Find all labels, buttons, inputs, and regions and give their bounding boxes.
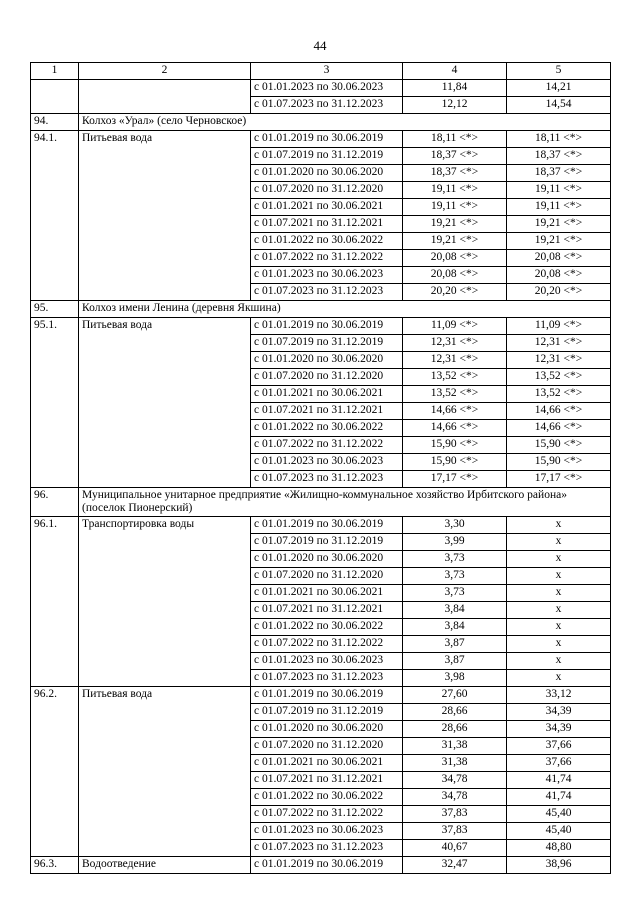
tariff-value: 37,83 bbox=[403, 823, 507, 840]
table-row bbox=[31, 131, 611, 148]
period-cell: с 01.01.2022 по 30.06.2022 bbox=[251, 619, 403, 636]
period-cell: с 01.07.2023 по 31.12.2023 bbox=[251, 471, 403, 488]
period-cell: с 01.07.2021 по 31.12.2021 bbox=[251, 772, 403, 789]
tariff-value: 19,11 <*> bbox=[403, 182, 507, 199]
tariff-value: 18,37 <*> bbox=[403, 165, 507, 182]
organization-row bbox=[31, 301, 611, 318]
tariff-value: 19,21 <*> bbox=[403, 216, 507, 233]
tariff-value-with-vat: 34,39 bbox=[507, 704, 611, 721]
table-row bbox=[31, 80, 611, 97]
page-number: 44 bbox=[313, 38, 327, 53]
tariff-value-with-vat: 34,39 bbox=[507, 721, 611, 738]
period-cell: с 01.07.2019 по 31.12.2019 bbox=[251, 534, 403, 551]
tariff-value-with-vat: 37,66 bbox=[507, 738, 611, 755]
tariff-value-with-vat: 14,66 <*> bbox=[507, 403, 611, 420]
tariff-value: 3,30 bbox=[403, 517, 507, 534]
tariff-value-with-vat: 11,09 <*> bbox=[507, 318, 611, 335]
tariff-value: 3,73 bbox=[403, 568, 507, 585]
period-cell: с 01.01.2019 по 30.06.2019 bbox=[251, 131, 403, 148]
period-cell: с 01.07.2020 по 31.12.2020 bbox=[251, 369, 403, 386]
tariff-value-with-vat: x bbox=[507, 551, 611, 568]
period-cell: с 01.07.2019 по 31.12.2019 bbox=[251, 335, 403, 352]
tariff-value-with-vat: 19,11 <*> bbox=[507, 182, 611, 199]
tariff-value-with-vat: x bbox=[507, 636, 611, 653]
period-cell: с 01.01.2021 по 30.06.2021 bbox=[251, 755, 403, 772]
tariff-value: 28,66 bbox=[403, 704, 507, 721]
tariff-value-with-vat: 14,21 bbox=[507, 80, 611, 97]
tariff-value-with-vat: 12,31 <*> bbox=[507, 352, 611, 369]
tariff-value: 37,83 bbox=[403, 806, 507, 823]
tariff-value-with-vat: 20,20 <*> bbox=[507, 284, 611, 301]
tariff-value-with-vat: 20,08 <*> bbox=[507, 267, 611, 284]
organization-name: Колхоз имени Ленина (деревня Якшина) bbox=[79, 301, 611, 318]
tariff-value-with-vat: 18,11 <*> bbox=[507, 131, 611, 148]
tariff-value: 3,84 bbox=[403, 602, 507, 619]
organization-number: 94. bbox=[31, 114, 79, 131]
tariff-value: 12,12 bbox=[403, 97, 507, 114]
period-cell: с 01.07.2022 по 31.12.2022 bbox=[251, 636, 403, 653]
tariff-value: 14,66 <*> bbox=[403, 420, 507, 437]
period-cell: с 01.01.2022 по 30.06.2022 bbox=[251, 789, 403, 806]
period-cell: с 01.01.2022 по 30.06.2022 bbox=[251, 233, 403, 250]
service-name: Питьевая вода bbox=[79, 687, 251, 857]
tariff-value-with-vat: 18,37 <*> bbox=[507, 148, 611, 165]
item-number: 96.3. bbox=[31, 857, 79, 874]
tariff-value: 11,09 <*> bbox=[403, 318, 507, 335]
tariff-value-with-vat: 41,74 bbox=[507, 772, 611, 789]
tariff-value: 3,84 bbox=[403, 619, 507, 636]
tariff-value: 3,99 bbox=[403, 534, 507, 551]
tariff-value: 32,47 bbox=[403, 857, 507, 874]
tariff-value-with-vat: x bbox=[507, 517, 611, 534]
tariff-value-with-vat: 19,21 <*> bbox=[507, 233, 611, 250]
table-row bbox=[31, 318, 611, 335]
period-cell: с 01.07.2021 по 31.12.2021 bbox=[251, 216, 403, 233]
tariff-value: 31,38 bbox=[403, 738, 507, 755]
period-cell: с 01.07.2020 по 31.12.2020 bbox=[251, 568, 403, 585]
tariff-value: 3,98 bbox=[403, 670, 507, 687]
period-cell: с 01.07.2020 по 31.12.2020 bbox=[251, 182, 403, 199]
period-cell: с 01.07.2023 по 31.12.2023 bbox=[251, 97, 403, 114]
tariff-value: 18,37 <*> bbox=[403, 148, 507, 165]
period-cell: с 01.01.2019 по 30.06.2019 bbox=[251, 687, 403, 704]
period-cell: с 01.07.2019 по 31.12.2019 bbox=[251, 148, 403, 165]
tariff-value: 20,08 <*> bbox=[403, 267, 507, 284]
column-header: 3 bbox=[251, 63, 403, 80]
tariff-value-with-vat: 45,40 bbox=[507, 823, 611, 840]
organization-name: Колхоз «Урал» (село Черновское) bbox=[79, 114, 611, 131]
tariff-value: 12,31 <*> bbox=[403, 352, 507, 369]
period-cell: с 01.01.2020 по 30.06.2020 bbox=[251, 721, 403, 738]
tariff-value: 28,66 bbox=[403, 721, 507, 738]
tariff-value: 15,90 <*> bbox=[403, 437, 507, 454]
tariff-table bbox=[30, 62, 611, 874]
tariff-value: 15,90 <*> bbox=[403, 454, 507, 471]
tariff-value: 3,73 bbox=[403, 551, 507, 568]
item-number: 96.1. bbox=[31, 517, 79, 687]
tariff-value-with-vat: 48,80 bbox=[507, 840, 611, 857]
period-cell: с 01.01.2023 по 30.06.2023 bbox=[251, 267, 403, 284]
tariff-value: 3,73 bbox=[403, 585, 507, 602]
tariff-value: 31,38 bbox=[403, 755, 507, 772]
tariff-value-with-vat: 45,40 bbox=[507, 806, 611, 823]
service-name: Транспортировка воды bbox=[79, 517, 251, 687]
tariff-value: 34,78 bbox=[403, 789, 507, 806]
tariff-value: 17,17 <*> bbox=[403, 471, 507, 488]
table-row bbox=[31, 687, 611, 704]
tariff-value-with-vat: 37,66 bbox=[507, 755, 611, 772]
tariff-value: 40,67 bbox=[403, 840, 507, 857]
period-cell: с 01.07.2023 по 31.12.2023 bbox=[251, 840, 403, 857]
tariff-value: 3,87 bbox=[403, 636, 507, 653]
item-number: 95.1. bbox=[31, 318, 79, 488]
tariff-value-with-vat: x bbox=[507, 670, 611, 687]
period-cell: с 01.01.2023 по 30.06.2023 bbox=[251, 454, 403, 471]
period-cell: с 01.01.2021 по 30.06.2021 bbox=[251, 386, 403, 403]
tariff-value: 27,60 bbox=[403, 687, 507, 704]
tariff-value-with-vat: x bbox=[507, 585, 611, 602]
tariff-value-with-vat: 33,12 bbox=[507, 687, 611, 704]
service-name: Водоотведение bbox=[79, 857, 251, 874]
empty-cell bbox=[79, 80, 251, 114]
tariff-value: 20,20 <*> bbox=[403, 284, 507, 301]
tariff-value-with-vat: x bbox=[507, 568, 611, 585]
tariff-value-with-vat: 41,74 bbox=[507, 789, 611, 806]
period-cell: с 01.07.2022 по 31.12.2022 bbox=[251, 250, 403, 267]
tariff-value-with-vat: 13,52 <*> bbox=[507, 369, 611, 386]
organization-number: 96. bbox=[31, 488, 79, 517]
column-header: 2 bbox=[79, 63, 251, 80]
tariff-value-with-vat: 15,90 <*> bbox=[507, 437, 611, 454]
tariff-value: 3,87 bbox=[403, 653, 507, 670]
tariff-value: 19,21 <*> bbox=[403, 233, 507, 250]
period-cell: с 01.01.2022 по 30.06.2022 bbox=[251, 420, 403, 437]
tariff-table-body bbox=[31, 80, 611, 874]
tariff-value-with-vat: 20,08 <*> bbox=[507, 250, 611, 267]
tariff-value-with-vat: 15,90 <*> bbox=[507, 454, 611, 471]
tariff-value-with-vat: 14,54 bbox=[507, 97, 611, 114]
tariff-value-with-vat: 13,52 <*> bbox=[507, 386, 611, 403]
period-cell: с 01.01.2019 по 30.06.2019 bbox=[251, 857, 403, 874]
period-cell: с 01.07.2023 по 31.12.2023 bbox=[251, 670, 403, 687]
period-cell: с 01.01.2023 по 30.06.2023 bbox=[251, 653, 403, 670]
period-cell: с 01.07.2022 по 31.12.2022 bbox=[251, 806, 403, 823]
period-cell: с 01.01.2023 по 30.06.2023 bbox=[251, 80, 403, 97]
tariff-value-with-vat: 12,31 <*> bbox=[507, 335, 611, 352]
column-header: 4 bbox=[403, 63, 507, 80]
tariff-value: 19,11 <*> bbox=[403, 199, 507, 216]
tariff-value: 20,08 <*> bbox=[403, 250, 507, 267]
period-cell: с 01.01.2019 по 30.06.2019 bbox=[251, 517, 403, 534]
tariff-value: 14,66 <*> bbox=[403, 403, 507, 420]
table-row bbox=[31, 517, 611, 534]
column-header: 1 bbox=[31, 63, 79, 80]
period-cell: с 01.01.2020 по 30.06.2020 bbox=[251, 551, 403, 568]
tariff-value-with-vat: x bbox=[507, 602, 611, 619]
service-name: Питьевая вода bbox=[79, 318, 251, 488]
period-cell: с 01.07.2021 по 31.12.2021 bbox=[251, 602, 403, 619]
period-cell: с 01.01.2023 по 30.06.2023 bbox=[251, 823, 403, 840]
tariff-value-with-vat: 19,21 <*> bbox=[507, 216, 611, 233]
period-cell: с 01.01.2019 по 30.06.2019 bbox=[251, 318, 403, 335]
table-row bbox=[31, 857, 611, 874]
tariff-value: 18,11 <*> bbox=[403, 131, 507, 148]
organization-name: Муниципальное унитарное предприятие «Жилищно-коммунальное хозяйство Ирбитского района» (поселок Пионерский) bbox=[79, 488, 611, 517]
period-cell: с 01.07.2022 по 31.12.2022 bbox=[251, 437, 403, 454]
tariff-value-with-vat: x bbox=[507, 619, 611, 636]
tariff-value: 13,52 <*> bbox=[403, 369, 507, 386]
tariff-value-with-vat: 18,37 <*> bbox=[507, 165, 611, 182]
tariff-value-with-vat: 19,11 <*> bbox=[507, 199, 611, 216]
period-cell: с 01.07.2020 по 31.12.2020 bbox=[251, 738, 403, 755]
tariff-value-with-vat: 14,66 <*> bbox=[507, 420, 611, 437]
tariff-value-with-vat: x bbox=[507, 534, 611, 551]
organization-row bbox=[31, 488, 611, 517]
tariff-value-with-vat: x bbox=[507, 653, 611, 670]
empty-cell bbox=[31, 80, 79, 114]
tariff-value: 12,31 <*> bbox=[403, 335, 507, 352]
column-header: 5 bbox=[507, 63, 611, 80]
period-cell: с 01.01.2020 по 30.06.2020 bbox=[251, 352, 403, 369]
service-name: Питьевая вода bbox=[79, 131, 251, 301]
item-number: 94.1. bbox=[31, 131, 79, 301]
organization-row bbox=[31, 114, 611, 131]
period-cell: с 01.01.2020 по 30.06.2020 bbox=[251, 165, 403, 182]
tariff-value: 13,52 <*> bbox=[403, 386, 507, 403]
tariff-value-with-vat: 17,17 <*> bbox=[507, 471, 611, 488]
column-number-row bbox=[31, 63, 611, 80]
period-cell: с 01.01.2021 по 30.06.2021 bbox=[251, 199, 403, 216]
period-cell: с 01.07.2021 по 31.12.2021 bbox=[251, 403, 403, 420]
item-number: 96.2. bbox=[31, 687, 79, 857]
period-cell: с 01.07.2019 по 31.12.2019 bbox=[251, 704, 403, 721]
period-cell: с 01.01.2021 по 30.06.2021 bbox=[251, 585, 403, 602]
tariff-value-with-vat: 38,96 bbox=[507, 857, 611, 874]
organization-number: 95. bbox=[31, 301, 79, 318]
tariff-value: 34,78 bbox=[403, 772, 507, 789]
tariff-value: 11,84 bbox=[403, 80, 507, 97]
period-cell: с 01.07.2023 по 31.12.2023 bbox=[251, 284, 403, 301]
